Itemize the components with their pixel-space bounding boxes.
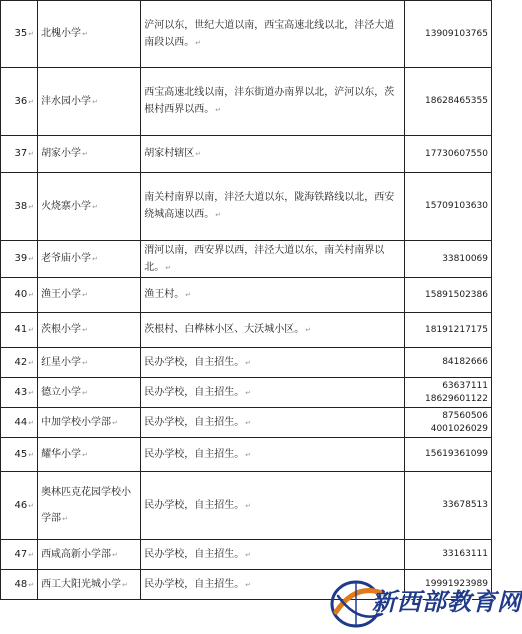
enrollment-area: 渭河以南，西安界以西，沣泾大道以东，南关村南界以北。↵ <box>141 241 405 278</box>
row-number: 39↵ <box>1 241 38 278</box>
contact-phone: 63637111 18629601122 <box>404 378 491 408</box>
contact-phone: 84182666 <box>404 348 491 378</box>
contact-phone: 33678513 <box>404 472 491 540</box>
row-number: 43↵ <box>1 378 38 408</box>
row-number: 37↵ <box>1 136 38 173</box>
table-row <box>1 1 492 68</box>
enrollment-area: 西宝高速北线以南，沣东街道办南界以北，浐河以东，茨根村西界以西。↵ <box>141 68 405 136</box>
school-name: 老爷庙小学↵ <box>38 241 141 278</box>
table-row <box>1 540 492 570</box>
contact-phone: 18628465355 <box>404 68 491 136</box>
table-row <box>1 348 492 378</box>
contact-phone: 15709103630 <box>404 173 491 241</box>
contact-phone: 18191217175 <box>404 313 491 348</box>
row-number: 45↵ <box>1 438 38 472</box>
table-row <box>1 136 492 173</box>
enrollment-area: 民办学校，自主招生。↵ <box>141 408 405 438</box>
table-row <box>1 241 492 278</box>
enrollment-area: 渔王村。↵ <box>141 278 405 313</box>
school-name: 德立小学↵ <box>38 378 141 408</box>
school-name: 北槐小学↵ <box>38 1 141 68</box>
table-row <box>1 408 492 438</box>
contact-phone: 15619361099 <box>404 438 491 472</box>
enrollment-area: 民办学校，自主招生。↵ <box>141 348 405 378</box>
contact-phone: 15891502386 <box>404 278 491 313</box>
enrollment-area: 民办学校，自主招生。↵ <box>141 540 405 570</box>
contact-phone: 33810069 <box>404 241 491 278</box>
row-number: 48↵ <box>1 570 38 600</box>
table-row <box>1 173 492 241</box>
table-row <box>1 378 492 408</box>
contact-phone: 87560506 4001026029 <box>404 408 491 438</box>
school-name: 耀华小学↵ <box>38 438 141 472</box>
row-number: 46↵ <box>1 472 38 540</box>
contact-phone: 13909103765 <box>404 1 491 68</box>
school-name: 西工大阳光城小学↵ <box>38 570 141 600</box>
school-name: 茨根小学↵ <box>38 313 141 348</box>
row-number: 44↵ <box>1 408 38 438</box>
school-name: 胡家小学↵ <box>38 136 141 173</box>
row-number: 40↵ <box>1 278 38 313</box>
enrollment-area: 民办学校，自主招生。↵ <box>141 570 405 600</box>
enrollment-area: 胡家村辖区↵ <box>141 136 405 173</box>
row-number: 35↵ <box>1 1 38 68</box>
row-number: 36↵ <box>1 68 38 136</box>
enrollment-area: 民办学校，自主招生。↵ <box>141 472 405 540</box>
enrollment-area: 茨根村、白桦林小区、大沃城小区。↵ <box>141 313 405 348</box>
school-name: 奥林匹克花园学校小学部↵ <box>38 472 141 540</box>
school-name: 火烧寨小学↵ <box>38 173 141 241</box>
school-name: 中加学校小学部↵ <box>38 408 141 438</box>
contact-phone: 19991923989 <box>404 570 491 600</box>
table-row <box>1 313 492 348</box>
enrollment-area: 南关村南界以南，沣泾大道以东，陇海铁路线以北，西安绕城高速以西。↵ <box>141 173 405 241</box>
row-number: 42↵ <box>1 348 38 378</box>
school-name: 渔王小学↵ <box>38 278 141 313</box>
school-name: 西咸高新小学部↵ <box>38 540 141 570</box>
site-watermark <box>328 574 522 632</box>
enrollment-area: 民办学校，自主招生。↵ <box>141 438 405 472</box>
contact-phone: 33163111 <box>404 540 491 570</box>
table-row <box>1 438 492 472</box>
row-number: 47↵ <box>1 540 38 570</box>
watermark-text: 新西部教育网 <box>372 587 522 616</box>
table-row <box>1 68 492 136</box>
school-name: 红星小学↵ <box>38 348 141 378</box>
row-number: 41↵ <box>1 313 38 348</box>
table-row <box>1 472 492 540</box>
enrollment-area: 民办学校，自主招生。↵ <box>141 378 405 408</box>
table-row <box>1 278 492 313</box>
row-number: 38↵ <box>1 173 38 241</box>
school-name: 沣水园小学↵ <box>38 68 141 136</box>
enrollment-area: 浐河以东，世纪大道以南，西宝高速北线以北，沣泾大道南段以西。↵ <box>141 1 405 68</box>
contact-phone: 17730607550 <box>404 136 491 173</box>
